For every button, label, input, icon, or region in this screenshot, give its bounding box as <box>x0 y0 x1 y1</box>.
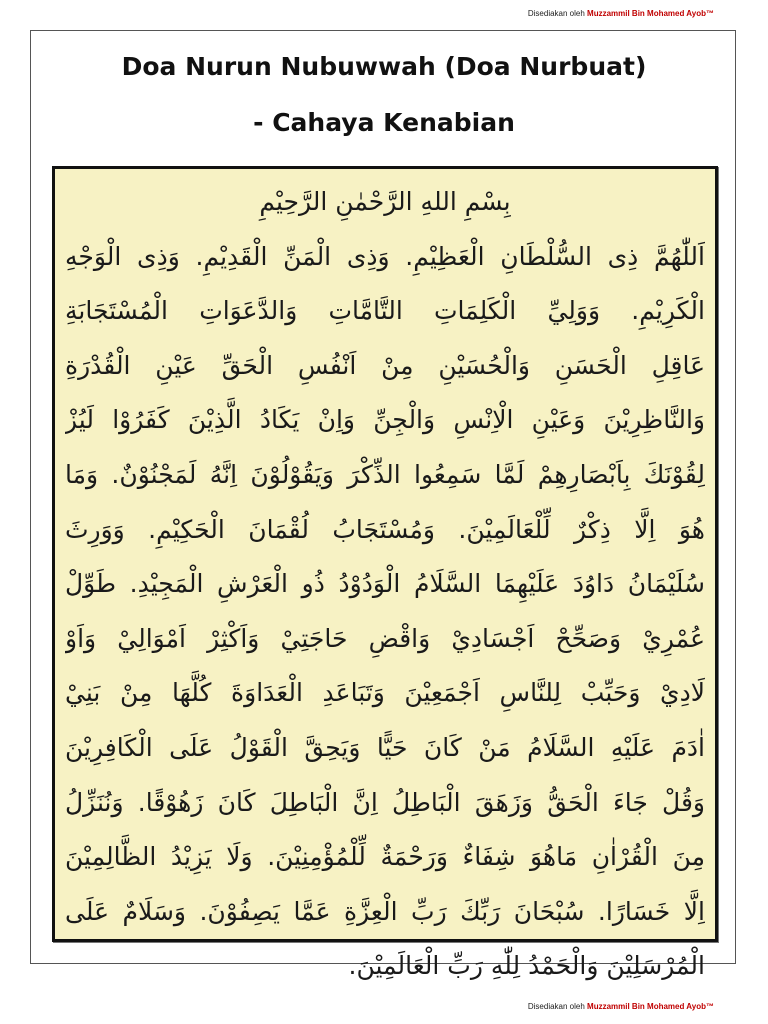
doa-line: اَللّٰهُمَّ ذِى السُّلْطَانِ الْعَظِيْمِ. وَذِى الْمَنِّ الْقَدِيْمِ. وَذِى الْوَجْهِ <box>65 241 705 271</box>
doa-line: الْمُرْسَلِيْنَ وَالْحَمْدُ لِلّٰهِ رَبِّ الْعَالَمِيْنَ. <box>348 951 705 981</box>
doa-line: اِلَّا خَسَارًا. سُبْحَانَ رَبِّكَ رَبِّ الْعِزَّةِ عَمَّا يَصِفُوْنَ. وَسَلَامٌ عَلَى <box>65 896 705 926</box>
doa-lines <box>65 175 705 994</box>
footer-credit <box>528 1002 714 1011</box>
doa-line: لِقُوْنَكَ بِاَبْصَارِهِمْ لَمَّا سَمِعُوا الذِّكْرَ وَيَقُوْلُوْنَ اِنَّهُ لَمَجْنُوْنٌ. وَمَا <box>65 459 705 489</box>
doa-line: وَالنَّاظِرِيْنَ وَعَيْنِ الْاِنْسِ وَالْجِنِّ وَاِنْ يَكَادُ الَّذِيْنَ كَفَرُوْا لَيُزْ <box>65 405 705 435</box>
doa-line: عَاقِلِ الْحَسَنِ وَالْحُسَيْنِ مِنْ اَنْفُسِ الْحَقِّ عَيْنِ الْقُدْرَةِ <box>65 350 705 380</box>
header-credit <box>528 9 714 18</box>
document-title: Doa Nurun Nubuwwah (Doa Nurbuat) <box>121 52 647 81</box>
doa-text-panel <box>52 166 718 981</box>
doa-line: عُمْرِيْ وَصَحِّحْ اَجْسَادِيْ وَاقْضِ حَاجَتِيْ وَاَكْثِرْ اَمْوَالِيْ وَاَوْ <box>65 623 705 653</box>
document-subtitle: - Cahaya Kenabian <box>253 108 515 137</box>
doa-line-basmala: بِسْمِ اللهِ الرَّحْمٰنِ الرَّحِيْمِ <box>259 187 511 216</box>
doa-line: سُلَيْمَانُ دَاوُدَ عَلَيْهِمَا السَّلَامُ الْوَدُوْدُ ذُو الْعَرْشِ الْمَجِيْدِ. طَوِّلْ <box>65 569 705 599</box>
doa-line: هُوَ اِلَّا ذِكْرٌ لِّلْعَالَمِيْنَ. وَمُسْتَجَابُ لُقْمَانَ الْحَكِيْمِ. وَوَرِثَ <box>65 514 705 544</box>
credit-author: Muzzammil Bin Mohamed Ayob™ <box>587 9 714 18</box>
doa-line: مِنَ الْقُرْاٰنِ مَاهُوَ شِفَاءٌ وَرَحْمَةٌ لِّلْمُؤْمِنِيْنَ. وَلَا يَزِيْدُ الظَّالِمِيْنَ <box>65 842 705 872</box>
doa-line: اٰدَمَ عَلَيْهِ السَّلَامُ مَنْ كَانَ حَيًّا وَيَحِقَّ الْقَوْلُ عَلَى الْكَافِرِيْنَ <box>65 732 705 762</box>
doa-line: لَادِيْ وَحَبِّبْ لِلنَّاسِ اَجْمَعِيْنَ وَتَبَاعَدِ الْعَدَاوَةَ كُلَّهَا مِنْ بَنِيْ <box>65 678 705 708</box>
credit-author: Muzzammil Bin Mohamed Ayob™ <box>587 1002 714 1011</box>
credit-prefix: Disediakan oleh <box>527 9 585 18</box>
credit-prefix: Disediakan oleh <box>527 1002 585 1011</box>
doa-line: الْكَرِيْمِ. وَوَلِيِّ الْكَلِمَاتِ التَّامَّاتِ وَالدَّعَوَاتِ الْمُسْتَجَابَةِ <box>65 296 705 326</box>
doa-line: وَقُلْ جَاءَ الْحَقُّ وَزَهَقَ الْبَاطِلُ اِنَّ الْبَاطِلَ كَانَ زَهُوْقًا. وَنُنَزِّلُ <box>65 787 705 817</box>
